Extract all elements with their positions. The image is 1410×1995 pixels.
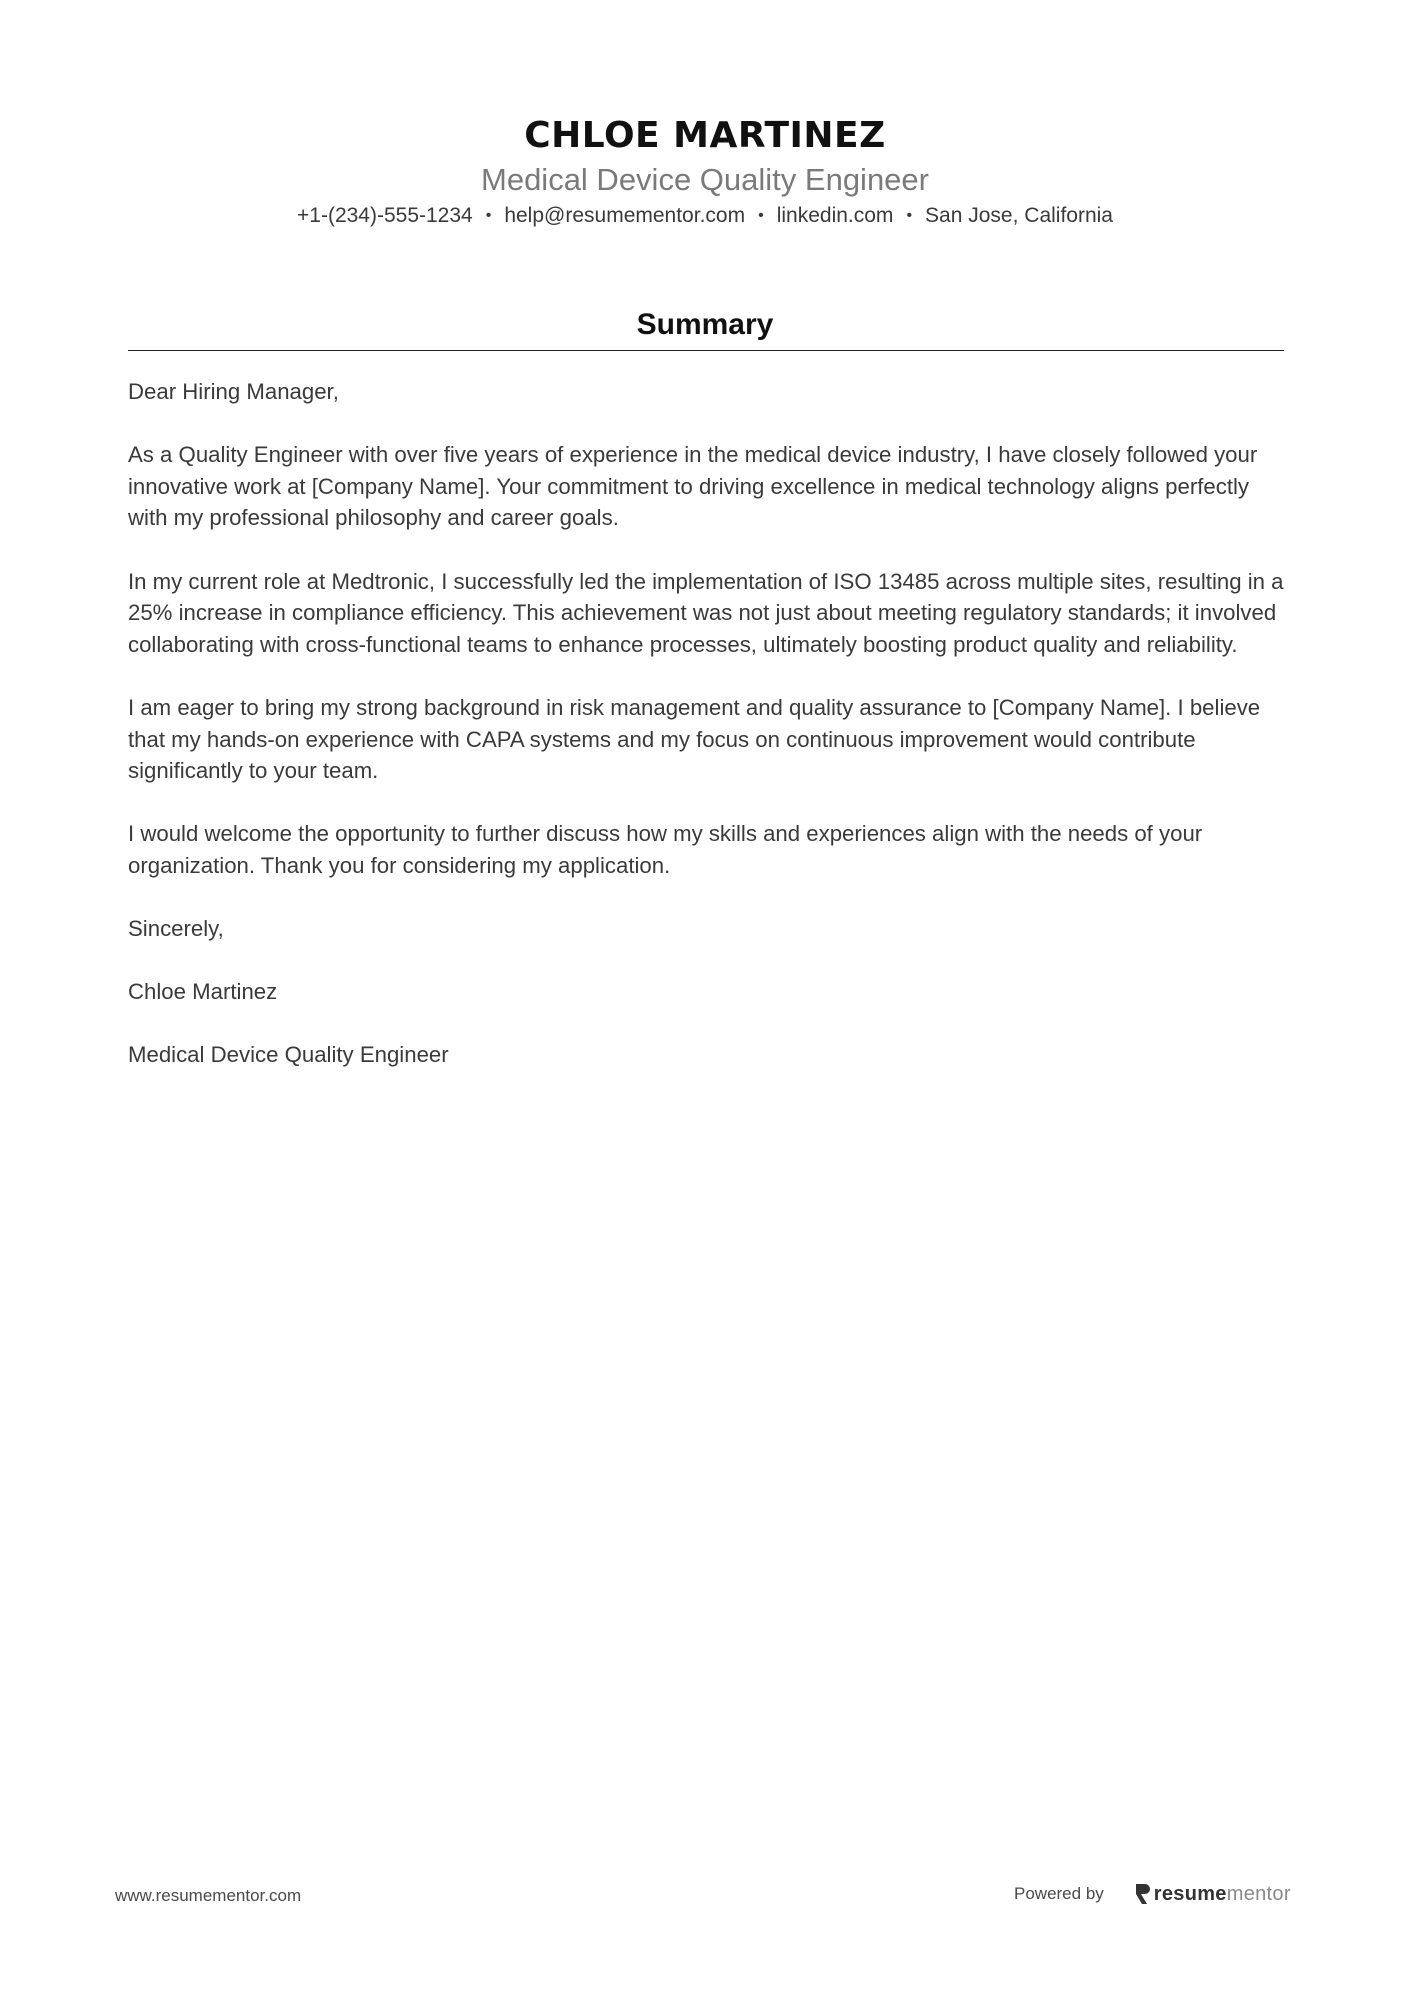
letter-closing: Sincerely, xyxy=(128,916,224,942)
footer-branding xyxy=(1014,1880,1291,1908)
letter-body xyxy=(128,376,1288,1103)
brand-wordmark-part2: mentor xyxy=(1226,1882,1291,1905)
brand-logo xyxy=(1134,1883,1291,1906)
candidate-title: Medical Device Quality Engineer xyxy=(481,162,929,197)
contact-separator: • xyxy=(485,207,492,224)
contact-linkedin: linkedin.com xyxy=(776,204,894,227)
letter-paragraph: I would welcome the opportunity to further discuss how my skills and experiences align with the needs of your organization. Thank you for considering my application. xyxy=(128,821,1203,878)
brand-wordmark-part1: resume xyxy=(1153,1882,1227,1905)
contact-separator: • xyxy=(758,207,764,224)
signature-name: Chloe Martinez xyxy=(128,979,278,1005)
letter-header xyxy=(0,112,1410,232)
section-title-summary: Summary xyxy=(636,308,774,341)
contact-email: help@resumementor.com xyxy=(504,204,746,227)
footer-website: www.resumementor.com xyxy=(115,1886,302,1905)
letter-paragraph: As a Quality Engineer with over five years of experience in the medical device industry, I have closely followed your innovative work at [Company Name]. Your commitment to driving excellence in medical technology aligns perfectly with my professional philosophy and career goals. xyxy=(128,442,1258,531)
letter-paragraph: In my current role at Medtronic, I successfully led the implementation of ISO 13485 across multiple sites, resulting in a 25% increase in compliance efficiency. This achievement was not just about meeting regulatory standards; it involved collaborating with cross-functional teams to enhance processes, ultimately boosting product quality and reliability. xyxy=(128,568,1284,657)
contact-row xyxy=(0,200,1410,232)
powered-by-label: Powered by xyxy=(1014,1884,1104,1903)
resumementor-logo-icon xyxy=(1134,1883,1150,1905)
signature-title: Medical Device Quality Engineer xyxy=(128,1042,449,1068)
candidate-name: CHLOE MARTINEZ xyxy=(524,115,886,156)
letter-paragraph: I am eager to bring my strong background in risk management and quality assurance to [Company Name]. I believe that my hands-on experience with CAPA systems and my focus on continuous improvement would contribute significantly to your team. xyxy=(128,694,1261,784)
letter-greeting: Dear Hiring Manager, xyxy=(128,379,339,404)
brand-wordmark xyxy=(1154,1883,1291,1906)
contact-location: San Jose, California xyxy=(925,204,1113,227)
contact-separator: • xyxy=(906,207,913,224)
contact-phone: +1-(234)-555-1234 xyxy=(297,204,473,227)
section-divider xyxy=(128,350,1284,351)
